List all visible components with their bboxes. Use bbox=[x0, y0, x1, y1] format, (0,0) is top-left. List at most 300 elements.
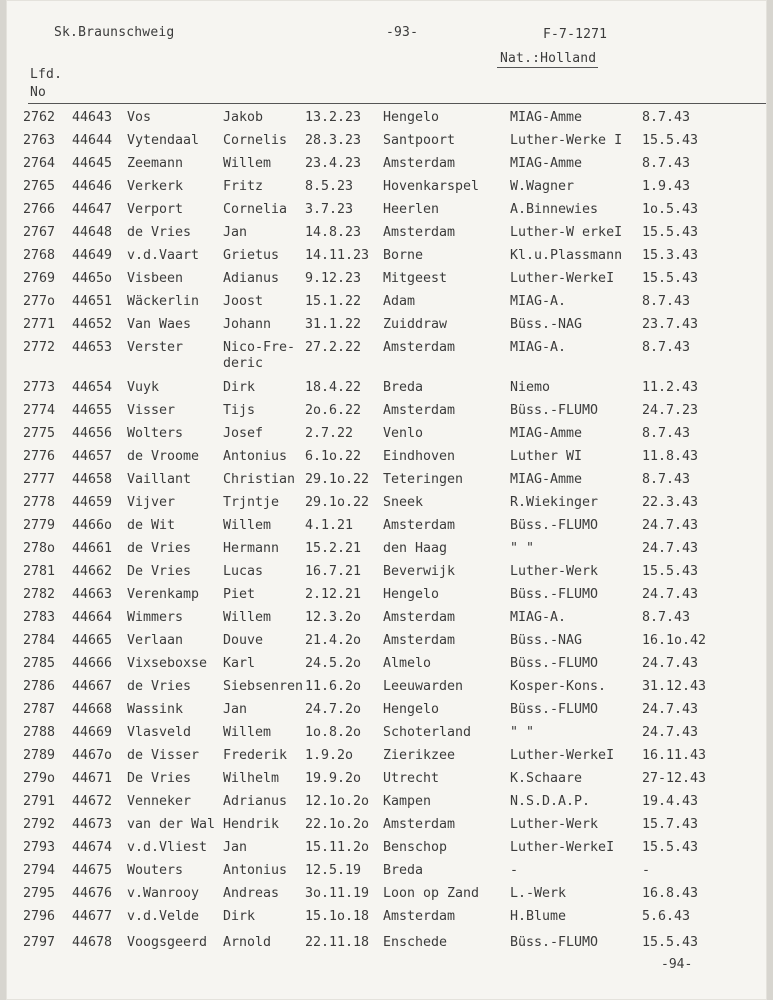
entry-lfd-number: 2765 bbox=[23, 179, 56, 194]
entry-lfd-number: 2785 bbox=[23, 656, 56, 671]
entry-lfd-number: 2784 bbox=[23, 633, 56, 648]
entry-lfd-number: 2771 bbox=[23, 317, 56, 332]
birth-place: Amsterdam bbox=[383, 340, 456, 355]
table-row bbox=[6, 340, 767, 371]
surname: Wassink bbox=[127, 702, 184, 717]
transfer-date: 11.2.43 bbox=[642, 380, 699, 395]
prisoner-number: 44658 bbox=[72, 472, 113, 487]
birth-place: Hengelo bbox=[383, 110, 440, 125]
first-name: Joost bbox=[223, 294, 264, 309]
employer: Luther-Werk bbox=[510, 564, 599, 579]
surname: Zeemann bbox=[127, 156, 184, 171]
transfer-date: 8.7.43 bbox=[642, 340, 691, 355]
birth-date: 29.1o.22 bbox=[305, 495, 370, 510]
surname: Vaillant bbox=[127, 472, 192, 487]
table-row bbox=[6, 702, 767, 722]
employer: Büss.-FLUMO bbox=[510, 656, 599, 671]
employer: Luther WI bbox=[510, 449, 583, 464]
table-row bbox=[6, 426, 767, 446]
birth-date: 23.4.23 bbox=[305, 156, 362, 171]
prisoner-number: 44678 bbox=[72, 935, 113, 950]
transfer-date: 1o.5.43 bbox=[642, 202, 699, 217]
birth-place: Loon op Zand bbox=[383, 886, 480, 901]
first-name: Josef bbox=[223, 426, 264, 441]
prisoner-number: 44673 bbox=[72, 817, 113, 832]
first-name: Cornelis bbox=[223, 133, 288, 148]
entry-lfd-number: 2789 bbox=[23, 748, 56, 763]
prisoner-number: 44647 bbox=[72, 202, 113, 217]
prisoner-number: 44644 bbox=[72, 133, 113, 148]
table-row bbox=[6, 317, 767, 337]
transfer-date: 15.5.43 bbox=[642, 271, 699, 286]
prisoner-number: 44659 bbox=[72, 495, 113, 510]
surname: v.d.Vliest bbox=[127, 840, 208, 855]
prisoner-number: 44645 bbox=[72, 156, 113, 171]
birth-place: Amsterdam bbox=[383, 403, 456, 418]
entry-lfd-number: 2794 bbox=[23, 863, 56, 878]
next-page-number: -94- bbox=[661, 957, 693, 972]
birth-date: 24.5.2o bbox=[305, 656, 362, 671]
birth-date: 29.1o.22 bbox=[305, 472, 370, 487]
transfer-date: 24.7.43 bbox=[642, 725, 699, 740]
transfer-date: 15.5.43 bbox=[642, 133, 699, 148]
employer: - bbox=[510, 863, 519, 878]
transfer-date: 5.6.43 bbox=[642, 909, 691, 924]
birth-date: 15.1.22 bbox=[305, 294, 362, 309]
prisoner-number: 44661 bbox=[72, 541, 113, 556]
transfer-date: 23.7.43 bbox=[642, 317, 699, 332]
prisoner-number: 44668 bbox=[72, 702, 113, 717]
transfer-date: 8.7.43 bbox=[642, 110, 691, 125]
birth-place: Breda bbox=[383, 380, 424, 395]
first-name: Willem bbox=[223, 725, 272, 740]
birth-place: Amsterdam bbox=[383, 909, 456, 924]
entry-lfd-number: 2779 bbox=[23, 518, 56, 533]
birth-date: 8.5.23 bbox=[305, 179, 354, 194]
entry-lfd-number: 2769 bbox=[23, 271, 56, 286]
first-name: Jan bbox=[223, 225, 248, 240]
employer: W.Wagner bbox=[510, 179, 575, 194]
entry-lfd-number: 279o bbox=[23, 771, 56, 786]
surname: de Vries bbox=[127, 679, 192, 694]
surname: Verport bbox=[127, 202, 184, 217]
entry-lfd-number: 2782 bbox=[23, 587, 56, 602]
employer: MIAG-Amme bbox=[510, 426, 583, 441]
entry-lfd-number: 2786 bbox=[23, 679, 56, 694]
birth-date: 18.4.22 bbox=[305, 380, 362, 395]
camp-name: Sk.Braunschweig bbox=[54, 25, 175, 40]
first-name: Willem bbox=[223, 156, 272, 171]
employer: MIAG-Amme bbox=[510, 110, 583, 125]
prisoner-number: 4465o bbox=[72, 271, 113, 286]
prisoner-number: 44649 bbox=[72, 248, 113, 263]
transfer-date: 15.3.43 bbox=[642, 248, 699, 263]
prisoner-number: 44655 bbox=[72, 403, 113, 418]
table-row bbox=[6, 771, 767, 791]
employer: H.Blume bbox=[510, 909, 567, 924]
first-name: Andreas bbox=[223, 886, 280, 901]
birth-date: 12.3.2o bbox=[305, 610, 362, 625]
birth-date: 28.3.23 bbox=[305, 133, 362, 148]
table-row bbox=[6, 133, 767, 153]
table-row bbox=[6, 495, 767, 515]
first-name: Adianus bbox=[223, 271, 280, 286]
first-name: Hermann bbox=[223, 541, 280, 556]
surname: v.d.Velde bbox=[127, 909, 200, 924]
entry-lfd-number: 2764 bbox=[23, 156, 56, 171]
transfer-date: 22.3.43 bbox=[642, 495, 699, 510]
entry-lfd-number: 2773 bbox=[23, 380, 56, 395]
employer: Büss.-FLUMO bbox=[510, 587, 599, 602]
entry-lfd-number: 2796 bbox=[23, 909, 56, 924]
birth-date: 2.7.22 bbox=[305, 426, 354, 441]
entry-lfd-number: 2793 bbox=[23, 840, 56, 855]
table-row bbox=[6, 840, 767, 860]
birth-date: 2o.6.22 bbox=[305, 403, 362, 418]
table-row bbox=[6, 817, 767, 837]
birth-date: 19.9.2o bbox=[305, 771, 362, 786]
first-name: Jakob bbox=[223, 110, 264, 125]
birth-date: 1.9.2o bbox=[305, 748, 354, 763]
transfer-date: 24.7.43 bbox=[642, 518, 699, 533]
document-page bbox=[6, 0, 767, 1000]
prisoner-number: 44667 bbox=[72, 679, 113, 694]
birth-date: 12.5.19 bbox=[305, 863, 362, 878]
surname: Wouters bbox=[127, 863, 184, 878]
table-row bbox=[6, 380, 767, 400]
first-name: Grietus bbox=[223, 248, 280, 263]
entry-lfd-number: 2776 bbox=[23, 449, 56, 464]
birth-place: Teteringen bbox=[383, 472, 464, 487]
prisoner-number: 44677 bbox=[72, 909, 113, 924]
employer: Büss.-NAG bbox=[510, 317, 583, 332]
entry-lfd-number: 277o bbox=[23, 294, 56, 309]
transfer-date: 16.1o.42 bbox=[642, 633, 707, 648]
prisoner-number: 44652 bbox=[72, 317, 113, 332]
employer: Luther-WerkeI bbox=[510, 271, 615, 286]
first-name: Cornelia bbox=[223, 202, 288, 217]
birth-date: 14.11.23 bbox=[305, 248, 370, 263]
birth-date: 4.1.21 bbox=[305, 518, 354, 533]
prisoner-number: 44664 bbox=[72, 610, 113, 625]
transfer-date: 8.7.43 bbox=[642, 156, 691, 171]
table-row bbox=[6, 403, 767, 423]
surname: De Vries bbox=[127, 771, 192, 786]
entry-lfd-number: 2774 bbox=[23, 403, 56, 418]
birth-date: 15.1o.18 bbox=[305, 909, 370, 924]
prisoner-number: 44657 bbox=[72, 449, 113, 464]
table-row bbox=[6, 886, 767, 906]
birth-place: Amsterdam bbox=[383, 156, 456, 171]
birth-date: 22.11.18 bbox=[305, 935, 370, 950]
birth-date: 2.12.21 bbox=[305, 587, 362, 602]
birth-place: Sneek bbox=[383, 495, 424, 510]
first-name: Jan bbox=[223, 702, 248, 717]
surname: Vijver bbox=[127, 495, 176, 510]
employer: MIAG-A. bbox=[510, 340, 567, 355]
surname: van der Wal bbox=[127, 817, 216, 832]
employer: Luther-Werke I bbox=[510, 133, 623, 148]
transfer-date: 24.7.43 bbox=[642, 541, 699, 556]
table-row bbox=[6, 863, 767, 883]
employer: Büss.-FLUMO bbox=[510, 702, 599, 717]
first-name: Hendrik bbox=[223, 817, 280, 832]
entry-lfd-number: 2791 bbox=[23, 794, 56, 809]
birth-date: 15.2.21 bbox=[305, 541, 362, 556]
transfer-date: 8.7.43 bbox=[642, 426, 691, 441]
birth-date: 22.1o.2o bbox=[305, 817, 370, 832]
employer: Büss.-FLUMO bbox=[510, 518, 599, 533]
table-row bbox=[6, 271, 767, 291]
transfer-date: 27-12.43 bbox=[642, 771, 707, 786]
surname: Verster bbox=[127, 340, 184, 355]
first-name: Willem bbox=[223, 610, 272, 625]
employer: Büss.-FLUMO bbox=[510, 935, 599, 950]
transfer-date: 11.8.43 bbox=[642, 449, 699, 464]
table-row bbox=[6, 610, 767, 630]
birth-place: Zierikzee bbox=[383, 748, 456, 763]
transfer-date: 19.4.43 bbox=[642, 794, 699, 809]
transfer-date: 15.5.43 bbox=[642, 935, 699, 950]
first-name: Antonius bbox=[223, 863, 288, 878]
first-name: Jan bbox=[223, 840, 248, 855]
surname: Vos bbox=[127, 110, 152, 125]
transfer-date: - bbox=[642, 863, 651, 878]
transfer-date: 15.5.43 bbox=[642, 564, 699, 579]
first-name: Wilhelm bbox=[223, 771, 280, 786]
table-row bbox=[6, 656, 767, 676]
surname: v.Wanrooy bbox=[127, 886, 200, 901]
surname: Vuyk bbox=[127, 380, 160, 395]
table-row bbox=[6, 541, 767, 561]
entry-lfd-number: 2797 bbox=[23, 935, 56, 950]
first-name: Fritz bbox=[223, 179, 264, 194]
employer: Luther-WerkeI bbox=[510, 748, 615, 763]
transfer-date: 8.7.43 bbox=[642, 610, 691, 625]
table-row bbox=[6, 725, 767, 745]
prisoner-number: 44662 bbox=[72, 564, 113, 579]
birth-place: Amsterdam bbox=[383, 610, 456, 625]
prisoner-number: 44674 bbox=[72, 840, 113, 855]
first-name: Douve bbox=[223, 633, 264, 648]
employer: Luther-WerkeI bbox=[510, 840, 615, 855]
birth-place: Breda bbox=[383, 863, 424, 878]
transfer-date: 15.5.43 bbox=[642, 225, 699, 240]
birth-place: Almelo bbox=[383, 656, 432, 671]
birth-place: Heerlen bbox=[383, 202, 440, 217]
birth-place: Schoterland bbox=[383, 725, 472, 740]
transfer-date: 24.7.43 bbox=[642, 656, 699, 671]
first-name: Siebsenren bbox=[223, 679, 304, 694]
birth-place: Leeuwarden bbox=[383, 679, 464, 694]
birth-place: Kampen bbox=[383, 794, 432, 809]
surname: Wimmers bbox=[127, 610, 184, 625]
birth-date: 11.6.2o bbox=[305, 679, 362, 694]
table-row bbox=[6, 587, 767, 607]
entry-lfd-number: 2787 bbox=[23, 702, 56, 717]
birth-date: 3o.11.19 bbox=[305, 886, 370, 901]
prisoner-number: 44648 bbox=[72, 225, 113, 240]
birth-place: Amsterdam bbox=[383, 225, 456, 240]
birth-date: 16.7.21 bbox=[305, 564, 362, 579]
employer: " " bbox=[510, 541, 535, 556]
birth-place: Hengelo bbox=[383, 702, 440, 717]
birth-date: 6.1o.22 bbox=[305, 449, 362, 464]
table-row bbox=[6, 472, 767, 492]
surname: De Vries bbox=[127, 564, 192, 579]
transfer-date: 31.12.43 bbox=[642, 679, 707, 694]
first-name: Willem bbox=[223, 518, 272, 533]
entry-lfd-number: 2767 bbox=[23, 225, 56, 240]
surname: Visbeen bbox=[127, 271, 184, 286]
prisoner-number: 44666 bbox=[72, 656, 113, 671]
table-row bbox=[6, 518, 767, 538]
table-row bbox=[6, 935, 767, 955]
birth-place: Venlo bbox=[383, 426, 424, 441]
employer: MIAG-A. bbox=[510, 294, 567, 309]
birth-place: Amsterdam bbox=[383, 633, 456, 648]
register-list bbox=[6, 0, 767, 1000]
surname: de Visser bbox=[127, 748, 200, 763]
prisoner-number: 44669 bbox=[72, 725, 113, 740]
table-row bbox=[6, 564, 767, 584]
surname: Verenkamp bbox=[127, 587, 200, 602]
surname: Wäckerlin bbox=[127, 294, 200, 309]
transfer-date: 16.11.43 bbox=[642, 748, 707, 763]
prisoner-number: 44654 bbox=[72, 380, 113, 395]
transfer-date: 8.7.43 bbox=[642, 294, 691, 309]
prisoner-number: 44651 bbox=[72, 294, 113, 309]
table-row bbox=[6, 909, 767, 929]
first-name: Antonius bbox=[223, 449, 288, 464]
birth-place: Hengelo bbox=[383, 587, 440, 602]
prisoner-number: 44675 bbox=[72, 863, 113, 878]
surname: Wolters bbox=[127, 426, 184, 441]
table-row bbox=[6, 202, 767, 222]
entry-lfd-number: 2772 bbox=[23, 340, 56, 355]
surname: de Vries bbox=[127, 541, 192, 556]
surname: Vixseboxse bbox=[127, 656, 208, 671]
entry-lfd-number: 2763 bbox=[23, 133, 56, 148]
prisoner-number: 44656 bbox=[72, 426, 113, 441]
birth-place: Zuiddraw bbox=[383, 317, 448, 332]
birth-date: 27.2.22 bbox=[305, 340, 362, 355]
employer: N.S.D.A.P. bbox=[510, 794, 591, 809]
birth-place: Amsterdam bbox=[383, 817, 456, 832]
employer: Luther-W erkeI bbox=[510, 225, 623, 240]
surname: Venneker bbox=[127, 794, 192, 809]
surname: de Wit bbox=[127, 518, 176, 533]
transfer-date: 24.7.43 bbox=[642, 587, 699, 602]
employer: MIAG-Amme bbox=[510, 472, 583, 487]
birth-date: 31.1.22 bbox=[305, 317, 362, 332]
employer: K.Schaare bbox=[510, 771, 583, 786]
employer: MIAG-Amme bbox=[510, 156, 583, 171]
birth-date: 9.12.23 bbox=[305, 271, 362, 286]
birth-date: 1o.8.2o bbox=[305, 725, 362, 740]
surname: de Vries bbox=[127, 225, 192, 240]
surname: Van Waes bbox=[127, 317, 192, 332]
prisoner-number: 44671 bbox=[72, 771, 113, 786]
surname: Verlaan bbox=[127, 633, 184, 648]
entry-lfd-number: 2778 bbox=[23, 495, 56, 510]
entry-lfd-number: 2777 bbox=[23, 472, 56, 487]
birth-place: Eindhoven bbox=[383, 449, 456, 464]
first-name: Frederik bbox=[223, 748, 288, 763]
transfer-date: 1.9.43 bbox=[642, 179, 691, 194]
prisoner-number: 44653 bbox=[72, 340, 113, 355]
birth-date: 3.7.23 bbox=[305, 202, 354, 217]
prisoner-number: 44672 bbox=[72, 794, 113, 809]
prisoner-number: 44643 bbox=[72, 110, 113, 125]
first-name: Tijs bbox=[223, 403, 256, 418]
employer: Kosper-Kons. bbox=[510, 679, 607, 694]
table-row bbox=[6, 179, 767, 199]
entry-lfd-number: 2768 bbox=[23, 248, 56, 263]
surname: Verkerk bbox=[127, 179, 184, 194]
birth-place: Hovenkarspel bbox=[383, 179, 480, 194]
nationality-heading: Nat.:Holland bbox=[497, 51, 598, 68]
birth-date: 15.11.2o bbox=[305, 840, 370, 855]
page-number: -93- bbox=[386, 25, 419, 40]
surname: Visser bbox=[127, 403, 176, 418]
birth-date: 21.4.2o bbox=[305, 633, 362, 648]
table-row bbox=[6, 225, 767, 245]
entry-lfd-number: 2783 bbox=[23, 610, 56, 625]
birth-place: Utrecht bbox=[383, 771, 440, 786]
transfer-date: 16.8.43 bbox=[642, 886, 699, 901]
first-name: Dirk bbox=[223, 909, 256, 924]
employer: Büss.-NAG bbox=[510, 633, 583, 648]
prisoner-number: 44676 bbox=[72, 886, 113, 901]
employer: R.Wiekinger bbox=[510, 495, 599, 510]
birth-place: Enschede bbox=[383, 935, 448, 950]
employer: MIAG-A. bbox=[510, 610, 567, 625]
employer: Luther-Werk bbox=[510, 817, 599, 832]
prisoner-number: 44665 bbox=[72, 633, 113, 648]
table-row bbox=[6, 294, 767, 314]
entry-lfd-number: 278o bbox=[23, 541, 56, 556]
entry-lfd-number: 2792 bbox=[23, 817, 56, 832]
reference-number: F-7-1271 bbox=[543, 27, 608, 42]
first-name: Dirk bbox=[223, 380, 256, 395]
prisoner-number: 44663 bbox=[72, 587, 113, 602]
table-row bbox=[6, 449, 767, 469]
entry-lfd-number: 2788 bbox=[23, 725, 56, 740]
employer: " " bbox=[510, 725, 535, 740]
birth-place: Borne bbox=[383, 248, 424, 263]
first-name: Christian bbox=[223, 472, 296, 487]
table-row bbox=[6, 248, 767, 268]
first-name: Piet bbox=[223, 587, 256, 602]
birth-date: 13.2.23 bbox=[305, 110, 362, 125]
column-header-no: No bbox=[30, 85, 47, 100]
transfer-date: 24.7.23 bbox=[642, 403, 699, 418]
birth-place: Benschop bbox=[383, 840, 448, 855]
surname: de Vroome bbox=[127, 449, 200, 464]
first-name: Trjntje bbox=[223, 495, 280, 510]
birth-place: Amsterdam bbox=[383, 518, 456, 533]
transfer-date: 15.5.43 bbox=[642, 840, 699, 855]
transfer-date: 15.7.43 bbox=[642, 817, 699, 832]
birth-place: den Haag bbox=[383, 541, 448, 556]
birth-place: Mitgeest bbox=[383, 271, 448, 286]
table-row bbox=[6, 633, 767, 653]
table-row bbox=[6, 110, 767, 130]
first-name: Adrianus bbox=[223, 794, 288, 809]
employer: L.-Werk bbox=[510, 886, 567, 901]
surname: Vytendaal bbox=[127, 133, 200, 148]
